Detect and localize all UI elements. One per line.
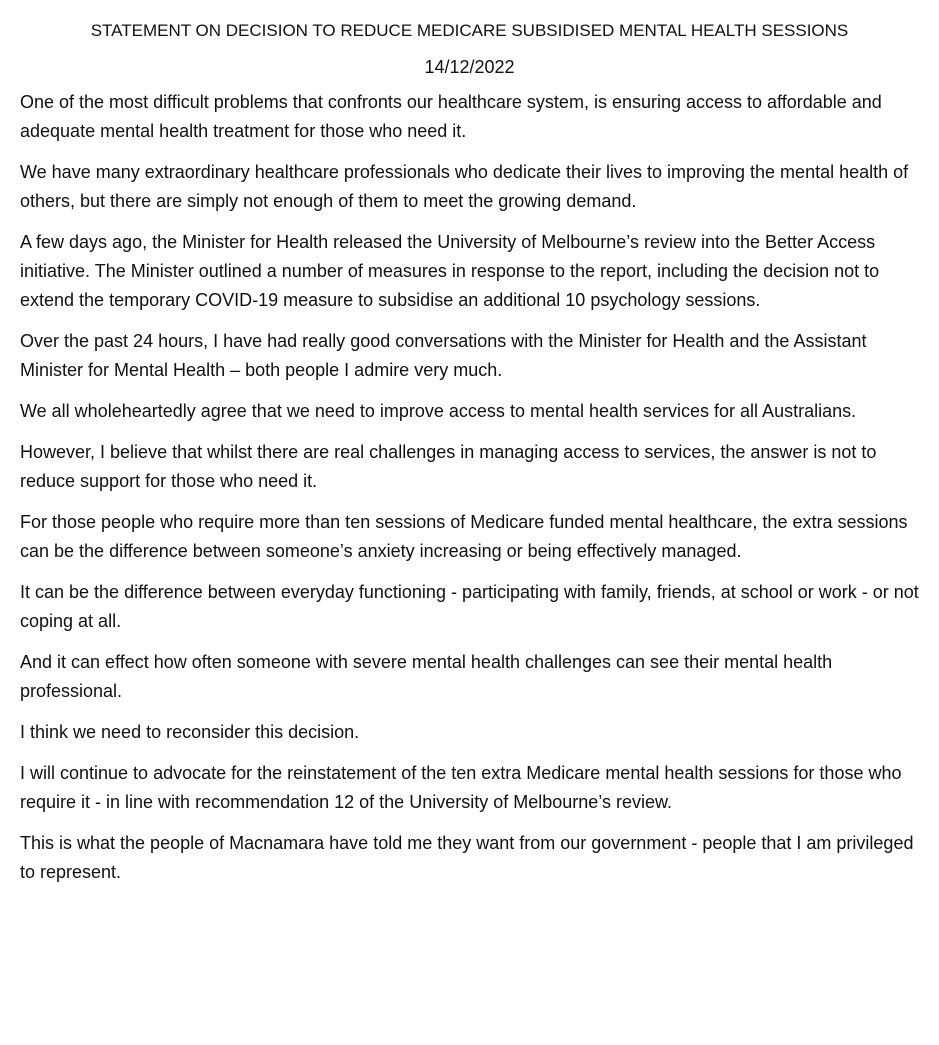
paragraph: I will continue to advocate for the reinstatement of the ten extra Medicare mental health sessions for those who require it - in line with recommendation 12 of the University of Melbourne’s review. <box>20 763 902 812</box>
paragraph: I think we need to reconsider this decision. <box>20 722 360 742</box>
paragraph: We have many extraordinary healthcare professionals who dedicate their lives to improving the mental health of others, but there are simply not enough of them to meet the growing demand. <box>20 162 909 211</box>
document-title: STATEMENT ON DECISION TO REDUCE MEDICARE SUBSIDISED MENTAL HEALTH SESSIONS <box>90 21 849 40</box>
paragraph: And it can effect how often someone with severe mental health challenges can see their mental health professional. <box>20 652 833 701</box>
paragraph: It can be the difference between everyday functioning - participating with family, friends, at school or work - or not coping at all. <box>20 582 919 631</box>
paragraph: However, I believe that whilst there are real challenges in managing access to services, the answer is not to reduce support for those who need it. <box>20 442 877 491</box>
paragraph: A few days ago, the Minister for Health released the University of Melbourne’s review into the Better Access initiative. The Minister outlined a number of measures in response to the report, including the decision not to extend the temporary COVID-19 measure to subsidise an additional 10 psychology sessions. <box>20 232 880 310</box>
document-date: 14/12/2022 <box>424 57 515 77</box>
paragraph: Over the past 24 hours, I have had really good conversations with the Minister for Health and the Assistant Minister for Mental Health – both people I admire very much. <box>20 331 867 380</box>
paragraph: This is what the people of Macnamara have told me they want from our government - people that I am privileged to represent. <box>20 833 914 882</box>
paragraph: We all wholeheartedly agree that we need to improve access to mental health services for all Australians. <box>20 401 857 421</box>
paragraph: For those people who require more than ten sessions of Medicare funded mental healthcare, the extra sessions can be the difference between someone’s anxiety increasing or being effectively managed. <box>20 512 908 561</box>
paragraph: One of the most difficult problems that confronts our healthcare system, is ensuring access to affordable and adequate mental health treatment for those who need it. <box>20 92 882 141</box>
